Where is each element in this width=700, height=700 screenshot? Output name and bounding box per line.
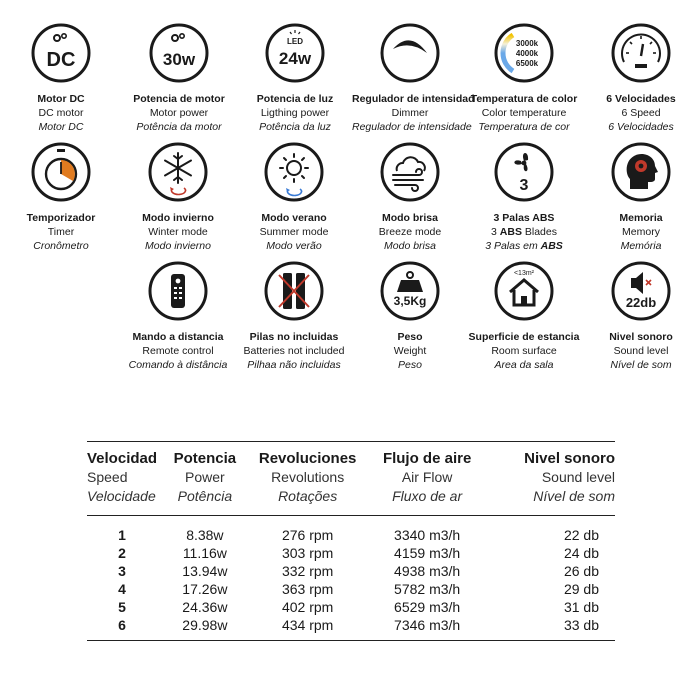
feature-label-es: Modo verano: [261, 212, 327, 224]
cell-revolutions: 402 rpm: [281, 599, 334, 615]
feature-3-abs-blades: [466, 141, 582, 253]
svg-text:6500k: 6500k: [515, 59, 539, 68]
feature-label-es: Potencia de motor: [133, 93, 225, 105]
svg-text:30w: 30w: [162, 50, 196, 69]
feature-label-es: Peso: [397, 331, 423, 343]
dc-motor-icon: [30, 22, 92, 84]
cell-sound-level: 31 db: [563, 599, 599, 615]
cell-sound-level: 26 db: [563, 563, 599, 579]
feature-label-pt: Motor DC: [38, 121, 84, 133]
room-surface-icon: [493, 260, 555, 322]
header-sound-level: Nivel sonoro Sound level Nível de som: [524, 450, 615, 504]
cell-power: 11.16w: [182, 545, 227, 561]
motor-power-icon: [148, 22, 210, 84]
memory-head-icon: [610, 141, 672, 203]
cell-speed: 3: [118, 563, 126, 579]
svg-text:3: 3: [519, 177, 529, 194]
feature-label-es: Modo invierno: [142, 212, 214, 224]
svg-text:<13m²: <13m²: [513, 270, 535, 277]
table-row: [87, 544, 615, 562]
feature-label-en: 6 Speed: [621, 107, 661, 119]
feature-label-pt: Memória: [620, 240, 662, 252]
cell-revolutions: 434 rpm: [281, 617, 334, 633]
cell-speed: 5: [118, 599, 126, 615]
feature-weight: [352, 260, 468, 372]
header-power: Potencia Power Potência: [173, 450, 237, 504]
cell-power: 17.26w: [182, 581, 228, 597]
feature-label-pt: Modo invierno: [145, 240, 211, 252]
feature-label-en: Batteries not included: [243, 345, 345, 357]
cell-sound-level: 24 db: [563, 545, 599, 561]
feature-label-es: Superficie de estancia: [468, 331, 580, 343]
cell-speed: 1: [118, 527, 126, 543]
feature-label-en: Room surface: [491, 345, 557, 357]
svg-text:LED: LED: [287, 37, 303, 46]
feature-label-es: Mando a distancia: [132, 331, 224, 343]
speed-spec-table: [87, 441, 615, 641]
feature-timer: [3, 141, 119, 253]
feature-label-pt: Cronômetro: [33, 240, 89, 252]
feature-label-es: 6 Velocidades: [606, 93, 676, 105]
feature-label-en: Weight: [393, 345, 427, 357]
table-row: [87, 616, 615, 641]
cell-power: 24.36w: [182, 599, 228, 615]
color-temperature-icon: [493, 22, 555, 84]
feature-label-en: 3 ABS Blades: [491, 226, 557, 238]
cell-air-flow: 4159 m3/h: [394, 545, 461, 561]
feature-label-en: Timer: [47, 226, 75, 238]
feature-label-en: Dimmer: [391, 107, 429, 119]
feature-sound-level: [583, 260, 699, 372]
feature-label-en: Sound level: [613, 345, 669, 357]
feature-label-es: Temperatura de color: [470, 93, 578, 105]
cell-power: 29.98w: [182, 617, 228, 633]
feature-winter-mode: [120, 141, 236, 253]
cell-revolutions: 332 rpm: [281, 563, 334, 579]
feature-label-pt: Regulador de intensidade: [352, 121, 472, 133]
feature-label-pt: Nível de som: [610, 359, 672, 371]
feature-label-en: Winter mode: [148, 226, 208, 238]
feature-label-es: Memoria: [619, 212, 663, 224]
cell-revolutions: 303 rpm: [281, 545, 334, 561]
feature-label-pt: Modo verão: [266, 240, 322, 252]
feature-label-en: DC motor: [38, 107, 84, 119]
header-air-flow: Flujo de aire Air Flow Fluxo de ar: [382, 450, 472, 504]
cell-air-flow: 4938 m3/h: [394, 563, 461, 579]
feature-led-power: [237, 22, 353, 134]
breeze-icon: [379, 141, 441, 203]
feature-label-en: Memory: [622, 226, 660, 238]
feature-label-en: Remote control: [142, 345, 214, 357]
stopwatch-icon: [30, 141, 92, 203]
led-power-icon: [264, 22, 326, 84]
cell-speed: 2: [118, 545, 126, 561]
feature-label-es: Motor DC: [37, 93, 85, 105]
dimmer-icon: [379, 22, 441, 84]
feature-label-en: Ligthing power: [260, 107, 330, 119]
cell-power: 13.94w: [182, 563, 228, 579]
cell-power: 8.38w: [186, 527, 224, 543]
cell-speed: 4: [118, 581, 126, 597]
svg-text:22db: 22db: [625, 295, 657, 310]
svg-text:3,5Kg: 3,5Kg: [393, 294, 427, 308]
header-speed: Velocidad Speed Velocidade: [87, 450, 158, 504]
feature-motor-power: [121, 22, 237, 134]
table-row: [87, 598, 615, 616]
no-batteries-icon: [263, 260, 325, 322]
snowflake-icon: [147, 141, 209, 203]
sun-icon: [263, 141, 325, 203]
cell-air-flow: 3340 m3/h: [394, 527, 461, 543]
feature-memory: [583, 141, 699, 253]
feature-label-pt: Area da sala: [494, 359, 554, 371]
speedometer-icon: [610, 22, 672, 84]
feature-label-pt: Potência da luz: [259, 121, 331, 133]
cell-air-flow: 5782 m3/h: [394, 581, 461, 597]
cell-speed: 6: [118, 617, 126, 633]
cell-sound-level: 33 db: [563, 617, 599, 633]
remote-control-icon: [147, 260, 209, 322]
feature-label-pt: 3 Palas em ABS: [485, 240, 563, 252]
feature-label-es: Nivel sonoro: [609, 331, 673, 343]
feature-label-es: 3 Palas ABS: [493, 212, 555, 224]
feature-label-en: Summer mode: [259, 226, 329, 238]
feature-remote-control: [120, 260, 236, 372]
cell-revolutions: 363 rpm: [281, 581, 334, 597]
feature-label-en: Breeze mode: [378, 226, 442, 238]
feature-color-temperature: [466, 22, 582, 134]
feature-label-en: Color temperature: [481, 107, 567, 119]
header-revolutions: Revoluciones Revolutions Rotações: [258, 450, 357, 504]
svg-text:3000k: 3000k: [515, 39, 539, 48]
feature-label-pt: Comando à distância: [128, 359, 228, 371]
table-row: [87, 580, 615, 598]
feature-label-en: Motor power: [149, 107, 209, 119]
svg-text:24w: 24w: [278, 49, 312, 68]
cell-sound-level: 22 db: [563, 527, 599, 543]
weight-icon: [379, 260, 441, 322]
feature-label-es: Modo brisa: [381, 212, 438, 224]
feature-room-surface: [466, 260, 582, 372]
feature-label-es: Regulador de intensidad: [352, 93, 475, 105]
fan-blades-icon: [493, 141, 555, 203]
feature-label-pt: 6 Velocidades: [608, 121, 674, 133]
feature-label-pt: Pilhaa não incluidas: [247, 359, 341, 371]
feature-6-speed: [583, 22, 699, 134]
feature-label-es: Pilas no incluidas: [249, 331, 339, 343]
feature-breeze-mode: [352, 141, 468, 253]
dc-badge: DC: [46, 49, 76, 71]
table-row: [87, 516, 615, 545]
cell-sound-level: 29 db: [563, 581, 599, 597]
cell-air-flow: 6529 m3/h: [394, 599, 461, 615]
feature-label-es: Temporizador: [26, 212, 96, 224]
cell-revolutions: 276 rpm: [281, 527, 334, 543]
feature-no-batteries: [236, 260, 352, 372]
feature-label-pt: Peso: [398, 359, 422, 371]
feature-dc-motor: [3, 22, 119, 134]
feature-label-es: Potencia de luz: [256, 93, 334, 105]
table-row: [87, 562, 615, 580]
svg-text:4000k: 4000k: [515, 49, 539, 58]
cell-air-flow: 7346 m3/h: [394, 617, 461, 633]
sound-level-icon: [610, 260, 672, 322]
feature-label-pt: Modo brisa: [384, 240, 436, 252]
feature-dimmer: [352, 22, 475, 134]
feature-label-pt: Potência da motor: [136, 121, 222, 133]
feature-summer-mode: [236, 141, 352, 253]
feature-label-pt: Temperatura de cor: [478, 121, 570, 133]
table-header-row: [87, 442, 615, 516]
